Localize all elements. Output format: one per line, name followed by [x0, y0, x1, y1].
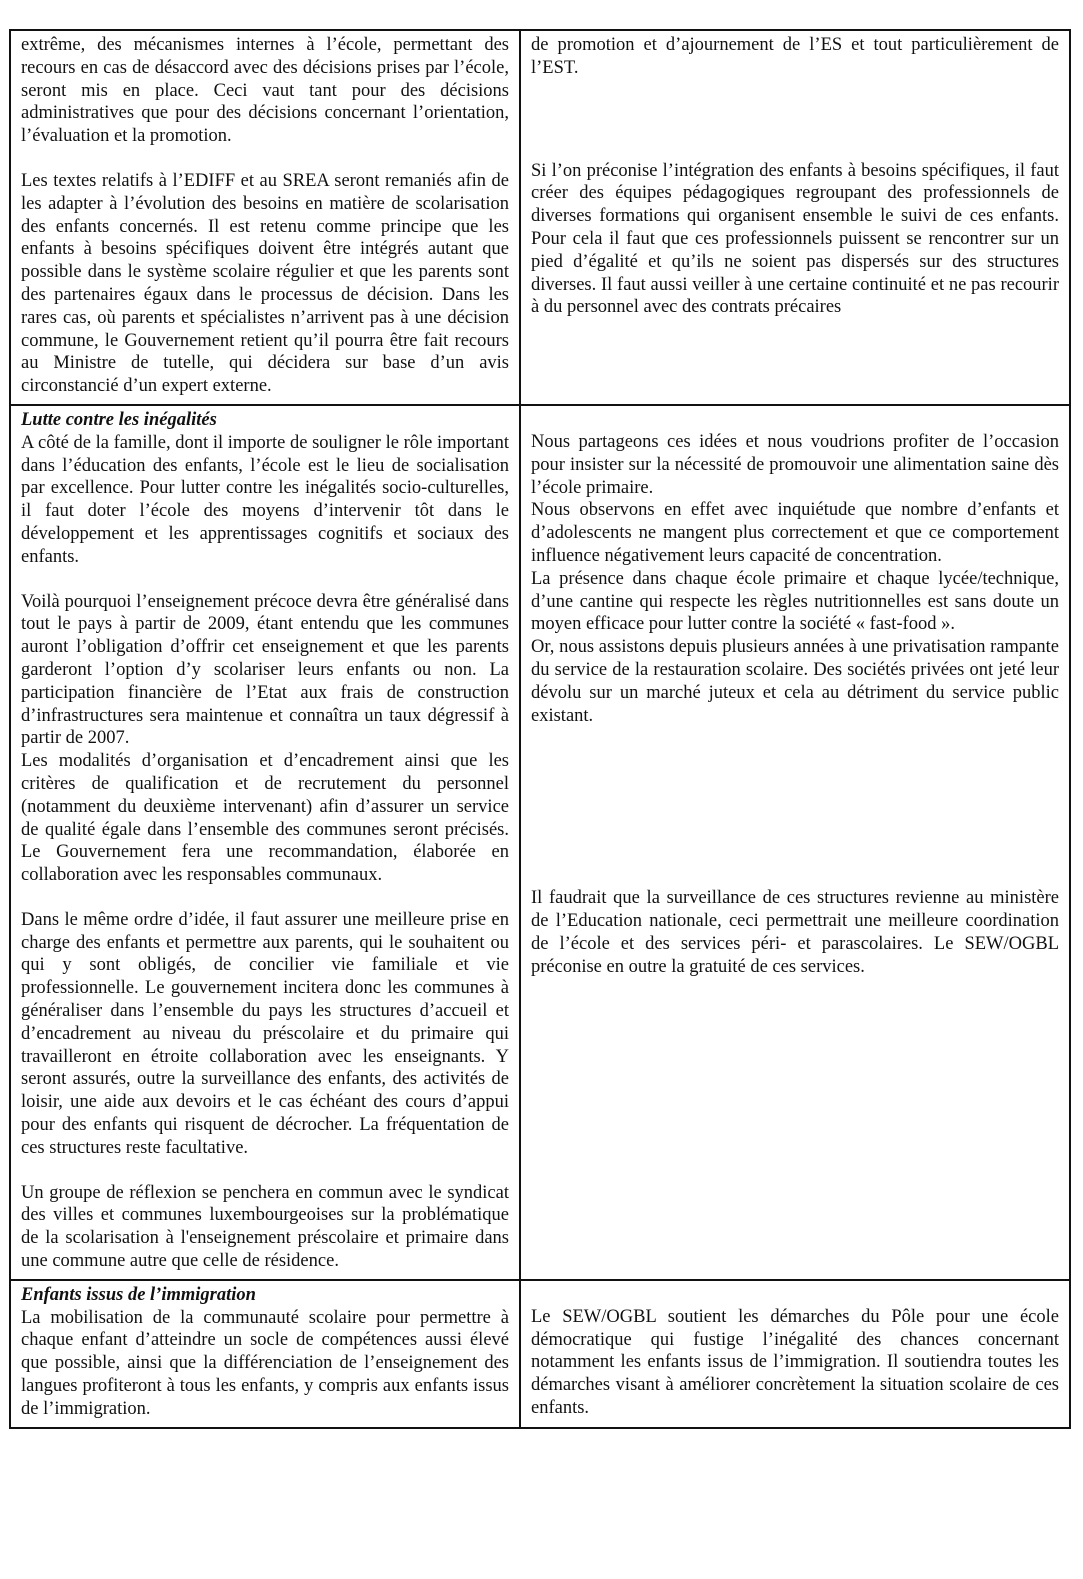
comparison-table: [9, 29, 1071, 1429]
left-cell: [10, 1280, 520, 1428]
paragraph: Dans le même ordre d’idée, il faut assurer une meilleure prise en charge des enfants et permettre aux parents, qui le souhaitent ou qui y sont obligés, de concilier vie familiale et vie professionnelle. Le gouvernement incitera donc les communes à généraliser dans l’ensemble du pays les structures d’accueil et d’encadrement au niveau du préscolaire et du primaire qui travailleront en étroite collaboration avec les enseignants. Y seront assurés, outre la surveillance des enfants, des activités de loisir, une aide aux devoirs et le cas échéant des cours d’appui pour des enfants qui risquent de décrocher. La fréquentation de ces structures reste facultative.: [21, 909, 509, 1158]
paragraph: Les modalités d’organisation et d’encadrement ainsi que les critères de qualification et de recrutement du personnel (notamment du deuxième intervenant) afin d’assurer un service de qualité égale dans l’ensemble des communes seront précisés. Le Gouvernement fera une recommandation, élaborée en collaboration avec les responsables communaux.: [21, 751, 509, 886]
paragraph: extrême, des mécanismes internes à l’école, permettant des recours en cas de désaccord avec des décisions prises par l’école, seront mis en place. Ceci vaut tant pour des décisions administratives que pour des décisions concernant l’orientation, l’évaluation et la promotion.: [21, 35, 509, 147]
left-cell: [10, 405, 520, 1280]
table-row: [10, 405, 1070, 1280]
right-cell: [520, 405, 1070, 1280]
paragraph: Un groupe de réflexion se penchera en commun avec le syndicat des villes et communes luxembourgeoises sur la problématique de la scolarisation à l'enseignement préscolaire et primaire dans une commune autre que celle de résidence.: [21, 1182, 509, 1272]
right-cell: [520, 30, 1070, 405]
paragraph: A côté de la famille, dont il importe de souligner le rôle important dans l’éducation des enfants, l’école est le lieu de socialisation par excellence. Pour lutter contre les inégalités socio-culturelles, il faut doter l’école des moyens d’intervenir tôt dans le développement et les apprentissages cognitifs et sociaux des enfants.: [21, 432, 509, 567]
table-row: [10, 30, 1070, 405]
paragraph: Voilà pourquoi l’enseignement précoce devra être généralisé dans tout le pays à partir de 2009, étant entendu que les communes auront l’obligation d’offrir cet enseignement et que les parents garderont l’option d’y scolariser leurs enfants ou non. La participation financière de l’Etat aux frais de construction d’infrastructures sera maintenue et connaîtra un taux dégressif à partir de 2007.: [21, 591, 509, 749]
section-title: Enfants issus de l’immigration: [21, 1284, 256, 1305]
paragraph: Nous observons en effet avec inquiétude que nombre d’enfants et d’adolescents ne mangent plus correctement et que ce comportement influence négativement leurs capacité de concentration.: [531, 500, 1059, 566]
left-cell: [10, 30, 520, 405]
paragraph: Si l’on préconise l’intégration des enfants à besoins spécifiques, il faut créer des équipes pédagogiques regroupant des professionnels de diverses formations qui organisent ensemble le suivi de ces enfants. Pour cela il faut que ces professionnels puissent se rencontrer sur un pied d’égalité et qu’ils ne soient pas dispersés sur des structures diverses. Il faut aussi veiller à une certaine continuité et ne pas recourir à du personnel avec des contrats précaires: [531, 160, 1059, 318]
paragraph: Or, nous assistons depuis plusieurs années à une privatisation rampante du service de la restauration scolaire. Des sociétés privées ont jeté leur dévolu sur un marché juteux et cela au détriment du service public existant.: [531, 637, 1059, 726]
paragraph: La présence dans chaque école primaire et chaque lycée/technique, d’une cantine qui respecte les règles nutritionnelles est sans doute un moyen efficace pour lutter contre la société « fast-food ».: [531, 568, 1059, 635]
paragraph: La mobilisation de la communauté scolaire pour permettre à chaque enfant d’atteindre un socle de compétences aussi élevé que possible, ainsi que la différenciation de l’enseignement des langues profiteront à tous les enfants, y compris aux enfants issus de l’immigration.: [21, 1307, 509, 1419]
section-title: Lutte contre les inégalités: [21, 409, 217, 430]
paragraph: Il faudrait que la surveillance de ces structures revienne au ministère de l’Education nationale, ceci permettrait une meilleure coordination de l’école et des services péri- et parascolaires. Le SEW/OGBL préconise en outre la gratuité de ces services.: [531, 888, 1059, 977]
table-row: [10, 1280, 1070, 1428]
paragraph: Nous partageons ces idées et nous voudrions profiter de l’occasion pour insister sur la nécessité de promouvoir une alimentation saine dès l’école primaire.: [531, 431, 1059, 498]
paragraph: de promotion et d’ajournement de l’ES et tout particulièrement de l’EST.: [531, 35, 1059, 78]
right-cell: [520, 1280, 1070, 1428]
paragraph: Le SEW/OGBL soutient les démarches du Pôle pour une école démocratique qui fustige l’inégalité des chances concernant notamment les enfants issus de l’immigration. Il soutiendra toutes les démarches visant à améliorer concrètement la situation scolaire de ces enfants.: [531, 1306, 1059, 1419]
document-page: [9, 29, 1065, 1429]
paragraph: Les textes relatifs à l’EDIFF et au SREA seront remaniés afin de les adapter à l’évolution des besoins en matière de scolarisation des enfants concernés. Il est retenu comme principe que les enfants à besoins spécifiques doivent être intégrés autant que possible dans le système scolaire régulier et que les parents sont des partenaires égaux dans le processus de décision. Dans les rares cas, où parents et spécialistes n’arrivent pas à une décision commune, le Gouvernement retient qu’il pourra être fait recours au Ministre de tutelle, qui décidera sur base d’un avis circonstancié d’un expert externe.: [21, 170, 509, 397]
